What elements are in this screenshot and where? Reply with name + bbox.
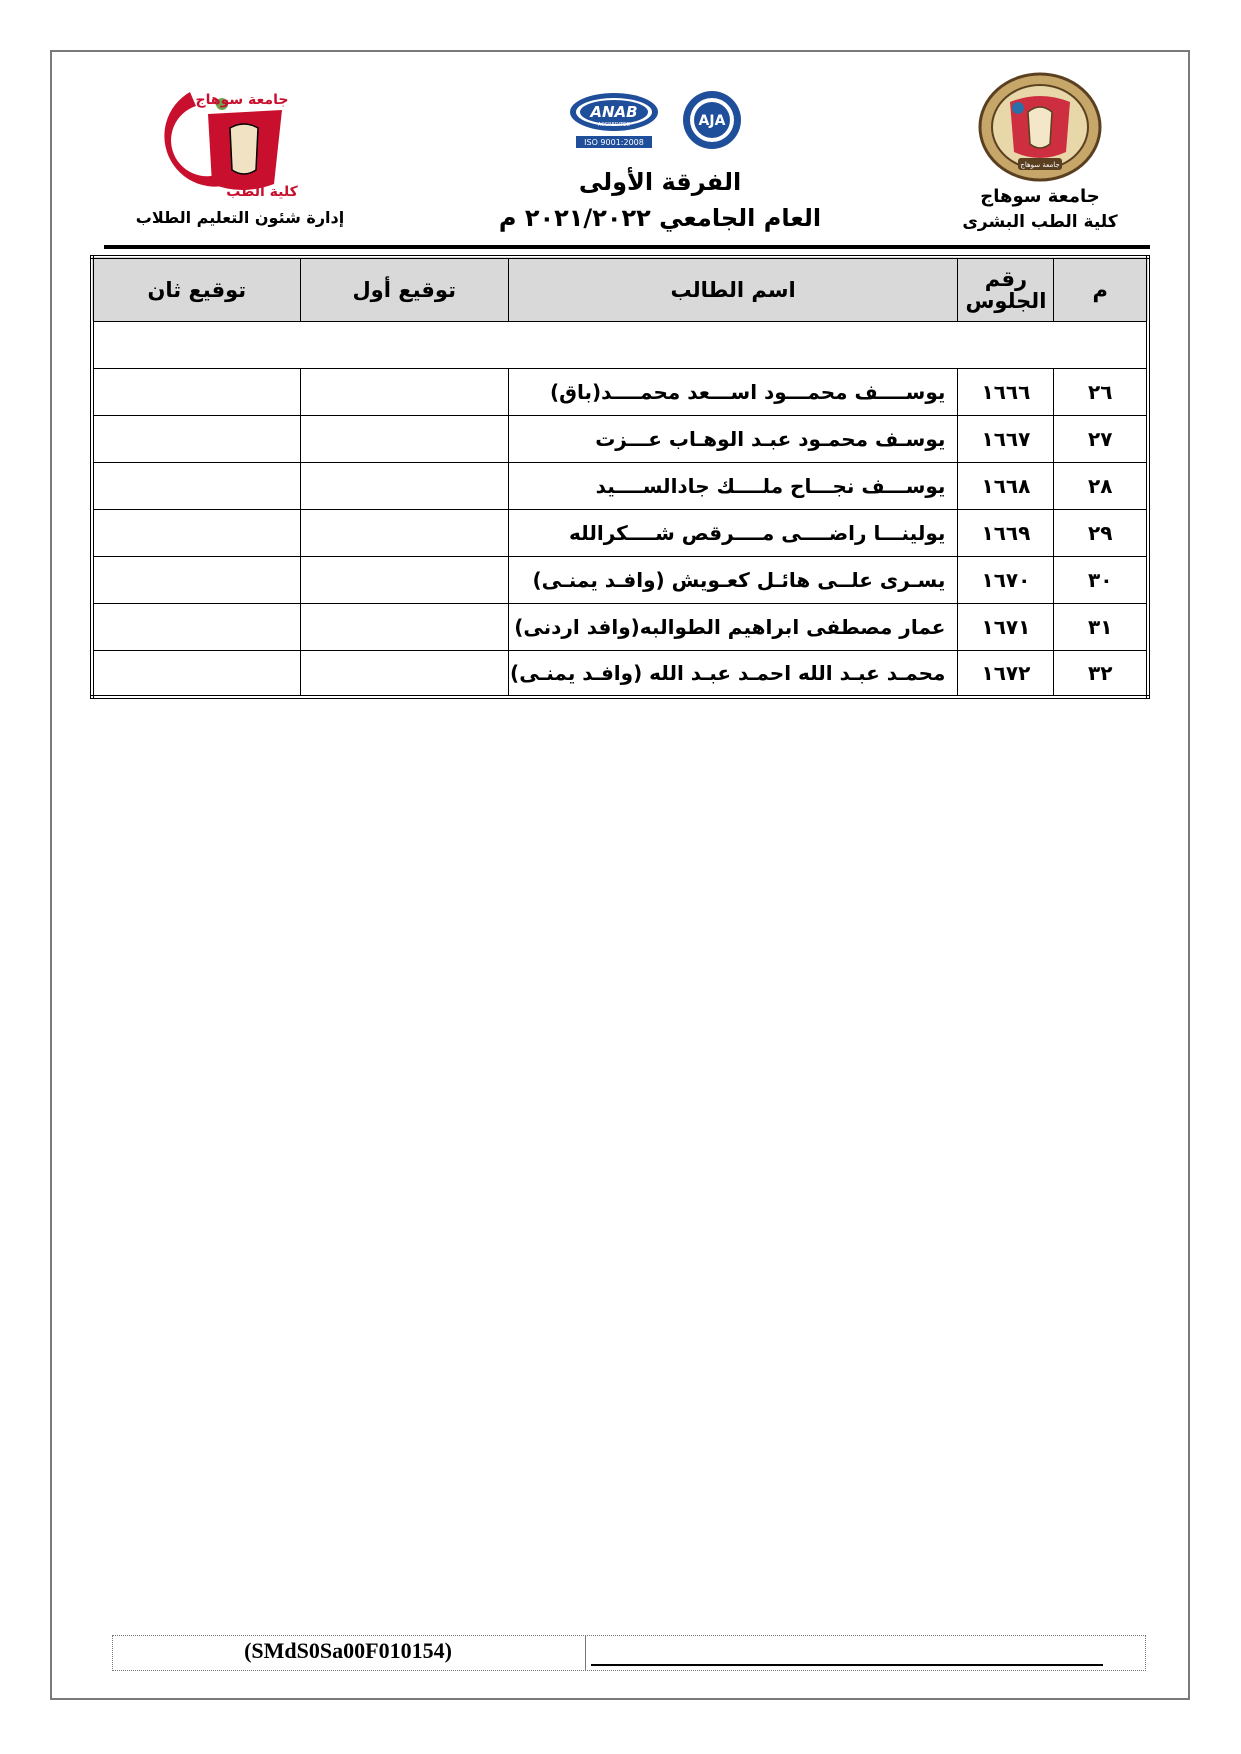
svg-text:كلية الطب: كلية الطب: [226, 184, 298, 200]
student-name: يوســـف نجـــاح ملــــك جادالســــيد: [508, 462, 958, 509]
footer-signature-line: [591, 1664, 1103, 1666]
seat-header-line1: رقم: [984, 266, 1028, 291]
svg-text:جامعة سوهاج: جامعة سوهاج: [195, 92, 289, 108]
row-number: ٢٧: [1054, 415, 1148, 462]
university-seal-logo: [978, 72, 1102, 182]
first-signature-cell[interactable]: [300, 509, 508, 556]
table-row: [92, 603, 1148, 650]
column-header-student-name: اسم الطالب: [508, 257, 958, 321]
second-signature-cell[interactable]: [92, 603, 300, 650]
table-row: [92, 368, 1148, 415]
student-signature-table: [90, 255, 1150, 699]
column-header-number: م: [1054, 257, 1148, 321]
department-name: إدارة شئون التعليم الطلاب: [135, 208, 345, 227]
first-signature-cell[interactable]: [300, 603, 508, 650]
iso-accreditation-logos: [566, 90, 756, 152]
second-signature-cell[interactable]: [92, 556, 300, 603]
row-number: ٢٨: [1054, 462, 1148, 509]
table-row: [92, 509, 1148, 556]
first-signature-cell[interactable]: [300, 415, 508, 462]
row-number: ٢٩: [1054, 509, 1148, 556]
university-name: جامعة سوهاج: [980, 186, 1100, 207]
footer-form-code-box: [112, 1635, 1146, 1671]
seat-number: ١٦٦٧: [958, 415, 1054, 462]
aja-icon: [683, 91, 741, 149]
second-signature-cell[interactable]: [92, 462, 300, 509]
first-signature-cell[interactable]: [300, 556, 508, 603]
student-rows: [92, 368, 1148, 697]
second-signature-cell[interactable]: [92, 650, 300, 697]
anab-icon: [570, 93, 658, 148]
student-name: محمـد عبـد الله احمـد عبـد الله (وافـد يمنـى): [508, 650, 958, 697]
header-separator: [92, 321, 1148, 368]
faculty-name: كلية الطب البشرى: [962, 212, 1118, 232]
table-row: [92, 556, 1148, 603]
student-name: عمار مصطفى ابراهيم الطوالبه(وافد اردنى): [508, 603, 958, 650]
academic-year-title: العام الجامعي ٢٠٢١/٢٠٢٢ م: [498, 204, 822, 232]
row-number: ٢٦: [1054, 368, 1148, 415]
student-name: يسـرى علــى هائـل كعـويش (وافـد يمنـى): [508, 556, 958, 603]
seat-number: ١٦٧١: [958, 603, 1054, 650]
svg-text:ACCREDITED: ACCREDITED: [597, 122, 631, 128]
student-name: يوســــف محمـــود اســـعد محمــــد(باق): [508, 368, 958, 415]
svg-text:ISO 9001:2008: ISO 9001:2008: [584, 138, 644, 147]
svg-text:جامعة سوهاج: جامعة سوهاج: [1020, 161, 1060, 169]
table-row: [92, 415, 1148, 462]
header-divider: [104, 245, 1150, 249]
row-number: ٣١: [1054, 603, 1148, 650]
student-name: يوسـف محمـود عبـد الوهـاب عـــزت: [508, 415, 958, 462]
table-header-row: [92, 257, 1148, 321]
svg-text:ANAB: ANAB: [590, 103, 638, 121]
seat-number: ١٦٦٦: [958, 368, 1054, 415]
faculty-medicine-logo: [112, 84, 312, 202]
row-number: ٣٠: [1054, 556, 1148, 603]
table-row: [92, 462, 1148, 509]
footer-divider: [585, 1636, 586, 1670]
row-number: ٣٢: [1054, 650, 1148, 697]
column-header-seat-number: [958, 257, 1054, 321]
seat-number: ١٦٦٨: [958, 462, 1054, 509]
svg-text:AJA: AJA: [698, 113, 726, 129]
seat-number: ١٦٦٩: [958, 509, 1054, 556]
first-signature-cell[interactable]: [300, 368, 508, 415]
student-name: يولينـــا راضــــى مــــرقص شــــكرالله: [508, 509, 958, 556]
first-signature-cell[interactable]: [300, 462, 508, 509]
second-signature-cell[interactable]: [92, 415, 300, 462]
form-code: (SMdS0Sa00F010154): [244, 1638, 452, 1663]
table-row: [92, 650, 1148, 697]
second-signature-cell[interactable]: [92, 368, 300, 415]
column-header-second-signature: توقيع ثان: [92, 257, 300, 321]
student-level-title: الفرقة الأولى: [578, 168, 742, 196]
seat-number: ١٦٧٢: [958, 650, 1054, 697]
column-header-first-signature: توقيع أول: [300, 257, 508, 321]
seat-header-line2: الجلوس: [965, 288, 1047, 313]
first-signature-cell[interactable]: [300, 650, 508, 697]
seat-number: ١٦٧٠: [958, 556, 1054, 603]
second-signature-cell[interactable]: [92, 509, 300, 556]
